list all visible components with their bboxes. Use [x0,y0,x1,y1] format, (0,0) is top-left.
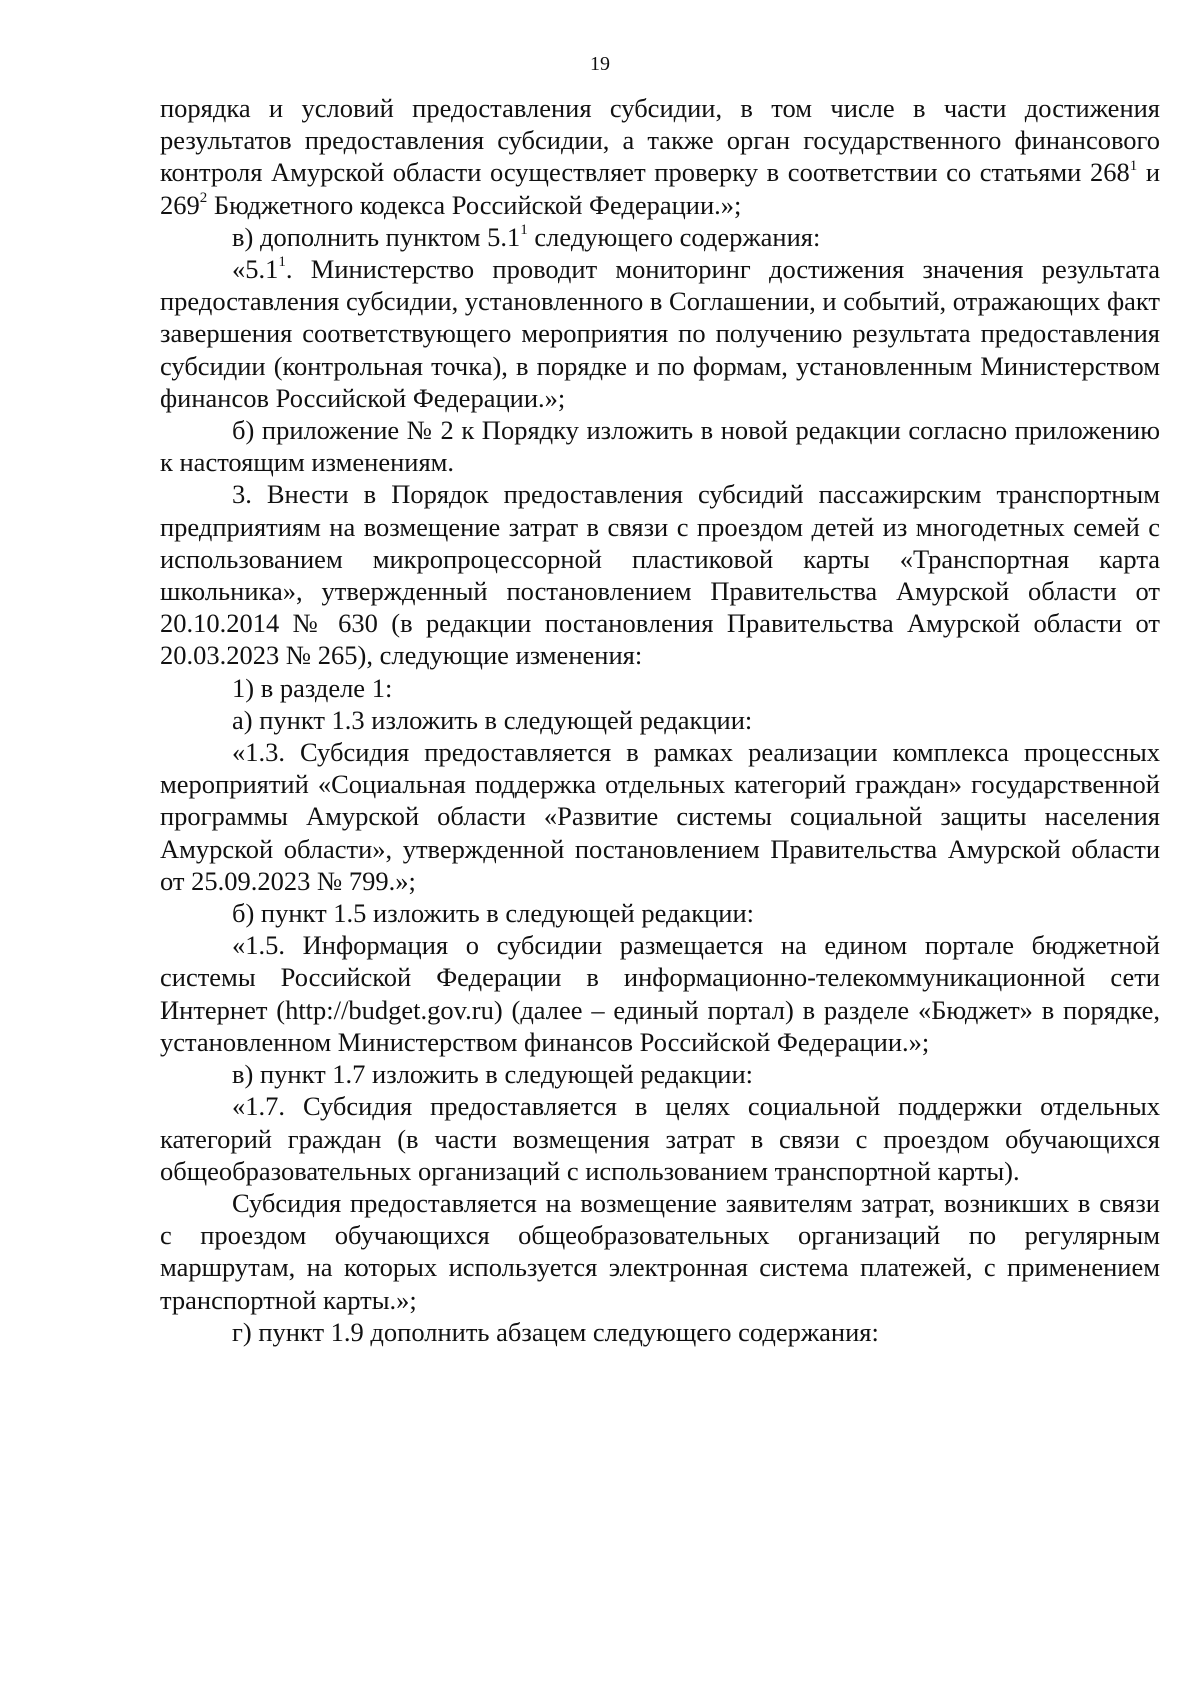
paragraph-text: . Министерство проводит мониторинг достижения значения результата предоставления субсидии, установленного в Соглашении, и событий, отражающих факт завершения соответствующего мероприятия по получению результата предоставления субсидии (контрольная точка), в порядке и по формам, установленным Министерством финансов Российской Федерации.»; [160,254,1160,413]
paragraph-item-b: б) приложение № 2 к Порядку изложить в новой редакции согласно приложению к настоящим изменениям. [160,415,1160,478]
paragraph-text: Бюджетного кодекса Российской Федерации.»; [207,189,742,220]
paragraph-subsidy: Субсидия предоставляется на возмещение заявителям затрат, возникших в связи с проездом обучающихся общеобразовательных организаций по регулярным маршрутам, на которых используется электронная система платежей, с применением транспортной карты.»; [160,1187,1160,1315]
paragraph-clause-1-3: «1.3. Субсидия предоставляется в рамках реализации комплекса процессных мероприятий «Социальная поддержка отдельных категорий граждан» государственной программы Амурской области «Развитие системы социальной защиты населения Амурской области», утвержденной постановлением Правительства Амурской области от 25.09.2023 № 799.»; [160,737,1160,896]
paragraph-clause-5-1-1 [160,253,1160,414]
document-body [160,92,1160,1348]
paragraph-section-3: 3. Внести в Порядок предоставления субсидий пассажирским транспортным предприятиям на возмещение затрат в связи с проездом детей из многодетных семей с использованием микропроцессорной пластиковой карты «Транспортная карта школьника», утвержденный постановлением Правительства Амурской области от 20.10.2014 № 630 (в редакции постановления Правительства Амурской области от 20.03.2023 № 265), следующие изменения: [160,479,1160,671]
paragraph-clause-1-7: «1.7. Субсидия предоставляется в целях социальной поддержки отдельных категорий граждан (в части возмещения затрат в связи с проездом обучающихся общеобразовательных организаций с использованием транспортной карты). [160,1091,1160,1186]
paragraph-item-a: а) пункт 1.3 изложить в следующей редакции: [232,704,753,735]
paragraph-item-1: 1) в разделе 1: [232,672,393,703]
paragraph-continuation [160,92,1160,221]
paragraph-item-g: г) пункт 1.9 дополнить абзацем следующего содержания: [232,1316,879,1347]
paragraph-text: в) дополнить пунктом 5.1 [232,221,521,252]
page-number: 19 [590,53,610,75]
paragraph-text: «5.1 [232,254,279,285]
superscript: 1 [278,254,286,271]
superscript: 2 [199,189,208,206]
paragraph-item-b-2: б) пункт 1.5 изложить в следующей редакции: [232,898,755,929]
paragraph-item-v [160,221,1160,253]
paragraph-text: следующего содержания: [527,221,821,252]
paragraph-item-v-2: в) пункт 1.7 изложить в следующей редакции: [232,1059,754,1090]
superscript: 1 [520,221,528,238]
superscript: 1 [1129,157,1138,174]
paragraph-text: и 269 [160,157,1160,220]
paragraph-text: порядка и условий предоставления субсидии, в том числе в части достижения результатов предоставления субсидии, а также орган государственного финансового контроля Амурской области осуществляет проверку в соответствии со статьями 268 [160,93,1160,188]
paragraph-clause-1-5: «1.5. Информация о субсидии размещается на едином портале бюджетной системы Российской Федерации в информационно-телекоммуникационной сети Интернет (http://budget.gov.ru) (далее – единый портал) в разделе «Бюджет» в порядке, установленном Министерством финансов Российской Федерации.»; [160,930,1160,1057]
